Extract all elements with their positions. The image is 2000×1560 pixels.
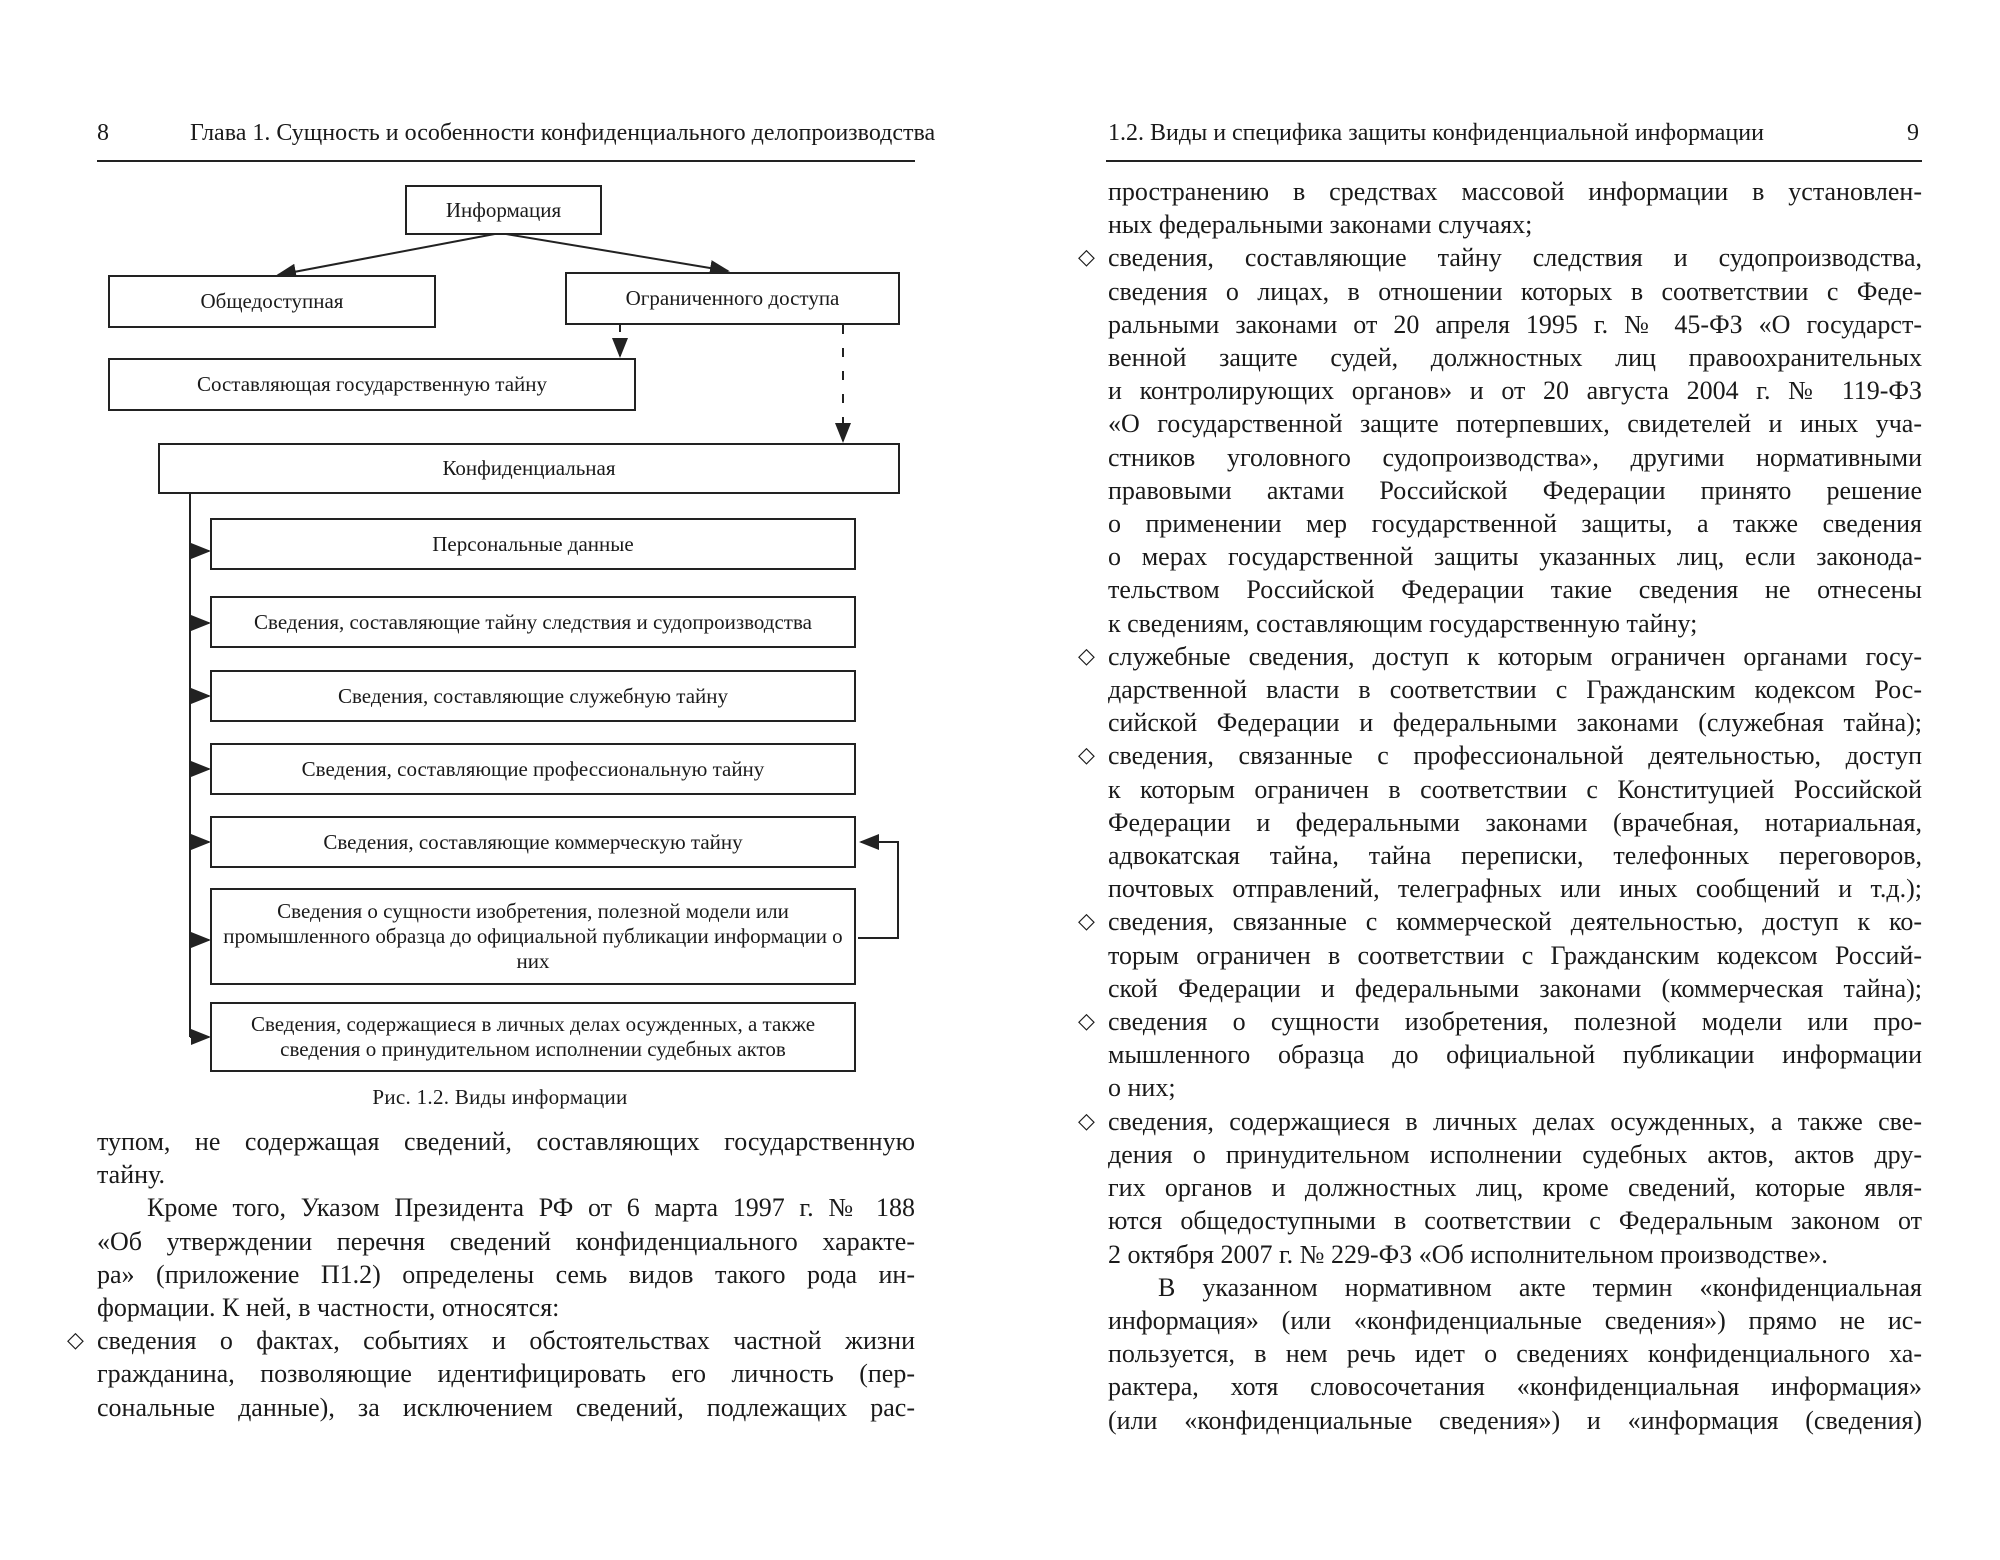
- text-line: к которым ограничен в соответствии с Конституцией Российской: [1108, 774, 1922, 804]
- list-item: ◇ сведения о фактах, событиях и обстоятельствах частной жизни: [97, 1324, 915, 1357]
- page-number: 9: [1907, 120, 1919, 146]
- node-personal-data: Персональные данные: [210, 518, 856, 570]
- text-line: почтовых отправлений, телеграфных или иных сообщений и т.д.);: [1108, 874, 1922, 904]
- text-line: дарственной власти в соответствии с Гражданским кодексом Рос-: [1108, 675, 1922, 705]
- text-line: 2 октября 2007 г. № 229-ФЗ «Об исполнительном производстве».: [1108, 1239, 1828, 1269]
- text-line: тупом, не содержащая сведений, составляющих государственную: [97, 1127, 915, 1156]
- text-line: тайну.: [97, 1160, 165, 1190]
- text-line: формации. К ней, в частности, относятся:: [97, 1293, 560, 1323]
- node-public: Общедоступная: [108, 275, 436, 328]
- left-body-text: [67, 1125, 915, 1424]
- node-restricted: Ограниченного доступа: [565, 272, 900, 325]
- text-line: стников уголовного судопроизводства», другими нормативными: [1108, 442, 1922, 472]
- text-line: Федерации и федеральными законами (врачебная, нотариальная,: [1108, 807, 1922, 837]
- text-line: ных федеральными законами случаях;: [1108, 210, 1533, 240]
- text-line: гих органов и должностных лиц, кроме сведений, которые явля-: [1108, 1173, 1922, 1203]
- diamond-bullet-icon: ◇: [1078, 1009, 1095, 1035]
- text-line: гражданина, позволяющие идентифицировать его личность (пер-: [97, 1359, 915, 1389]
- node-official-secret: Сведения, составляющие служебную тайну: [210, 670, 856, 722]
- text-line: «О государственной защите потерпевших, свидетелей и иных уча-: [1108, 409, 1922, 439]
- node-confidential: Конфиденциальная: [158, 443, 900, 494]
- text-line: к сведениям, составляющим государственную тайну;: [1108, 608, 1698, 638]
- diamond-bullet-icon: ◇: [1078, 643, 1095, 669]
- paragraph-start: В указанном нормативном акте термин «конфиденциальная: [1158, 1272, 1922, 1302]
- arrow-root-to-public: [278, 233, 500, 275]
- right-body-text: [1078, 175, 1922, 1437]
- header-rule: [1106, 160, 1922, 162]
- diamond-bullet-icon: ◇: [1078, 1108, 1095, 1134]
- text-line: рактера, хотя словосочетания «конфиденциальная информация»: [1108, 1372, 1922, 1402]
- arrow-invention-to-commercial: [858, 842, 898, 938]
- text-line: правовыми актами Российской Федерации принято решение: [1108, 475, 1922, 505]
- running-title: 1.2. Виды и специфика защиты конфиденциальной информации: [1108, 120, 1764, 146]
- text-line: информация» (или «конфиденциальные сведения») прямо не ис-: [1108, 1305, 1922, 1335]
- text-line: ются общедоступными в соответствии с Федеральным законом от: [1108, 1206, 1922, 1236]
- node-investigation-secret: Сведения, составляющие тайну следствия и судопроизводства: [210, 596, 856, 648]
- node-professional-secret: Сведения, составляющие профессиональную тайну: [210, 743, 856, 795]
- text-line: ра» (приложение П1.2) определены семь видов такого рода ин-: [97, 1259, 915, 1289]
- paragraph-start: Кроме того, Указом Президента РФ от 6 марта 1997 г. № 188: [147, 1193, 915, 1223]
- list-item: ◇ сведения, составляющие тайну следствия и судопроизводства,: [1108, 241, 1922, 274]
- text-line: о применении мер государственной защиты, а также сведения: [1108, 509, 1922, 539]
- figure-caption: Рис. 1.2. Виды информации: [372, 1085, 628, 1109]
- node-commercial-secret: Сведения, составляющие коммерческую тайну: [210, 816, 856, 868]
- list-item: ◇ сведения, связанные с профессиональной деятельностью, доступ: [1108, 739, 1922, 772]
- text-line: ской Федерации и федеральными законами (коммерческая тайна);: [1108, 973, 1922, 1003]
- text-line: торым ограничен в соответствии с Гражданским кодексом Россий-: [1108, 940, 1922, 970]
- list-item: ◇ сведения, связанные с коммерческой деятельностью, доступ к ко-: [1108, 905, 1922, 938]
- page-number: 8: [97, 120, 109, 146]
- node-invention-info: Сведения о сущности изобретения, полезной модели или промышленного образца до официальной публикации информации о них: [210, 888, 856, 985]
- text-line: (или «конфиденциальные сведения») и «информация (сведения): [1108, 1405, 1922, 1435]
- diamond-bullet-icon: ◇: [1078, 245, 1095, 271]
- text-line: ральными законами от 20 апреля 1995 г. № 45-ФЗ «О государст-: [1108, 309, 1922, 339]
- diamond-bullet-icon: ◇: [67, 1328, 84, 1354]
- node-convicts-files: Сведения, содержащиеся в личных делах осужденных, а также сведения о принудительном исполнении судебных актов: [210, 1002, 856, 1072]
- running-title: Глава 1. Сущность и особенности конфиденциального делопроизводства: [190, 120, 936, 146]
- node-state-secret: Составляющая государственную тайну: [108, 358, 636, 411]
- text-line: сведения о лицах, в отношении которых в соответствии с Феде-: [1108, 276, 1922, 306]
- text-line: дения о принудительном исполнении судебных актов, актов дру-: [1108, 1139, 1922, 1169]
- text-line: о них;: [1108, 1073, 1176, 1103]
- diamond-bullet-icon: ◇: [1078, 743, 1095, 769]
- information-types-diagram: [0, 0, 1000, 1200]
- text-line: и контролирующих органов» и от 20 августа 2004 г. № 119-ФЗ: [1108, 376, 1922, 406]
- right-page: [1000, 0, 2000, 1560]
- text-line: адвокатская тайна, тайна переписки, телефонных переговоров,: [1108, 841, 1922, 871]
- arrow-root-to-restricted: [500, 233, 728, 271]
- text-line: венной защите судей, должностных лиц правоохранительных: [1108, 343, 1922, 373]
- diamond-bullet-icon: ◇: [1078, 909, 1095, 935]
- list-item: ◇ сведения о сущности изобретения, полезной модели или про-: [1108, 1005, 1922, 1038]
- text-line: сональные данные), за исключением сведений, подлежащих рас-: [97, 1392, 915, 1422]
- text-line: тельством Российской Федерации такие сведения не отнесены: [1108, 575, 1922, 605]
- text-line: мышленного образца до официальной публикации информации: [1108, 1040, 1922, 1070]
- text-line: пользуется, в нем речь идет о сведениях конфиденциального ха-: [1108, 1339, 1922, 1369]
- text-line: сийской Федерации и федеральными законами (служебная тайна);: [1108, 708, 1922, 738]
- text-line: «Об утверждении перечня сведений конфиденциального характе-: [97, 1226, 915, 1256]
- node-information: Информация: [405, 185, 602, 235]
- text-line: о мерах государственной защиты указанных лиц, если законода-: [1108, 542, 1922, 572]
- text-line: пространению в средствах массовой информации в установлен-: [1108, 177, 1922, 206]
- list-item: ◇ служебные сведения, доступ к которым ограничен органами госу-: [1108, 640, 1922, 673]
- list-item: ◇ сведения, содержащиеся в личных делах осужденных, а также све-: [1108, 1105, 1922, 1138]
